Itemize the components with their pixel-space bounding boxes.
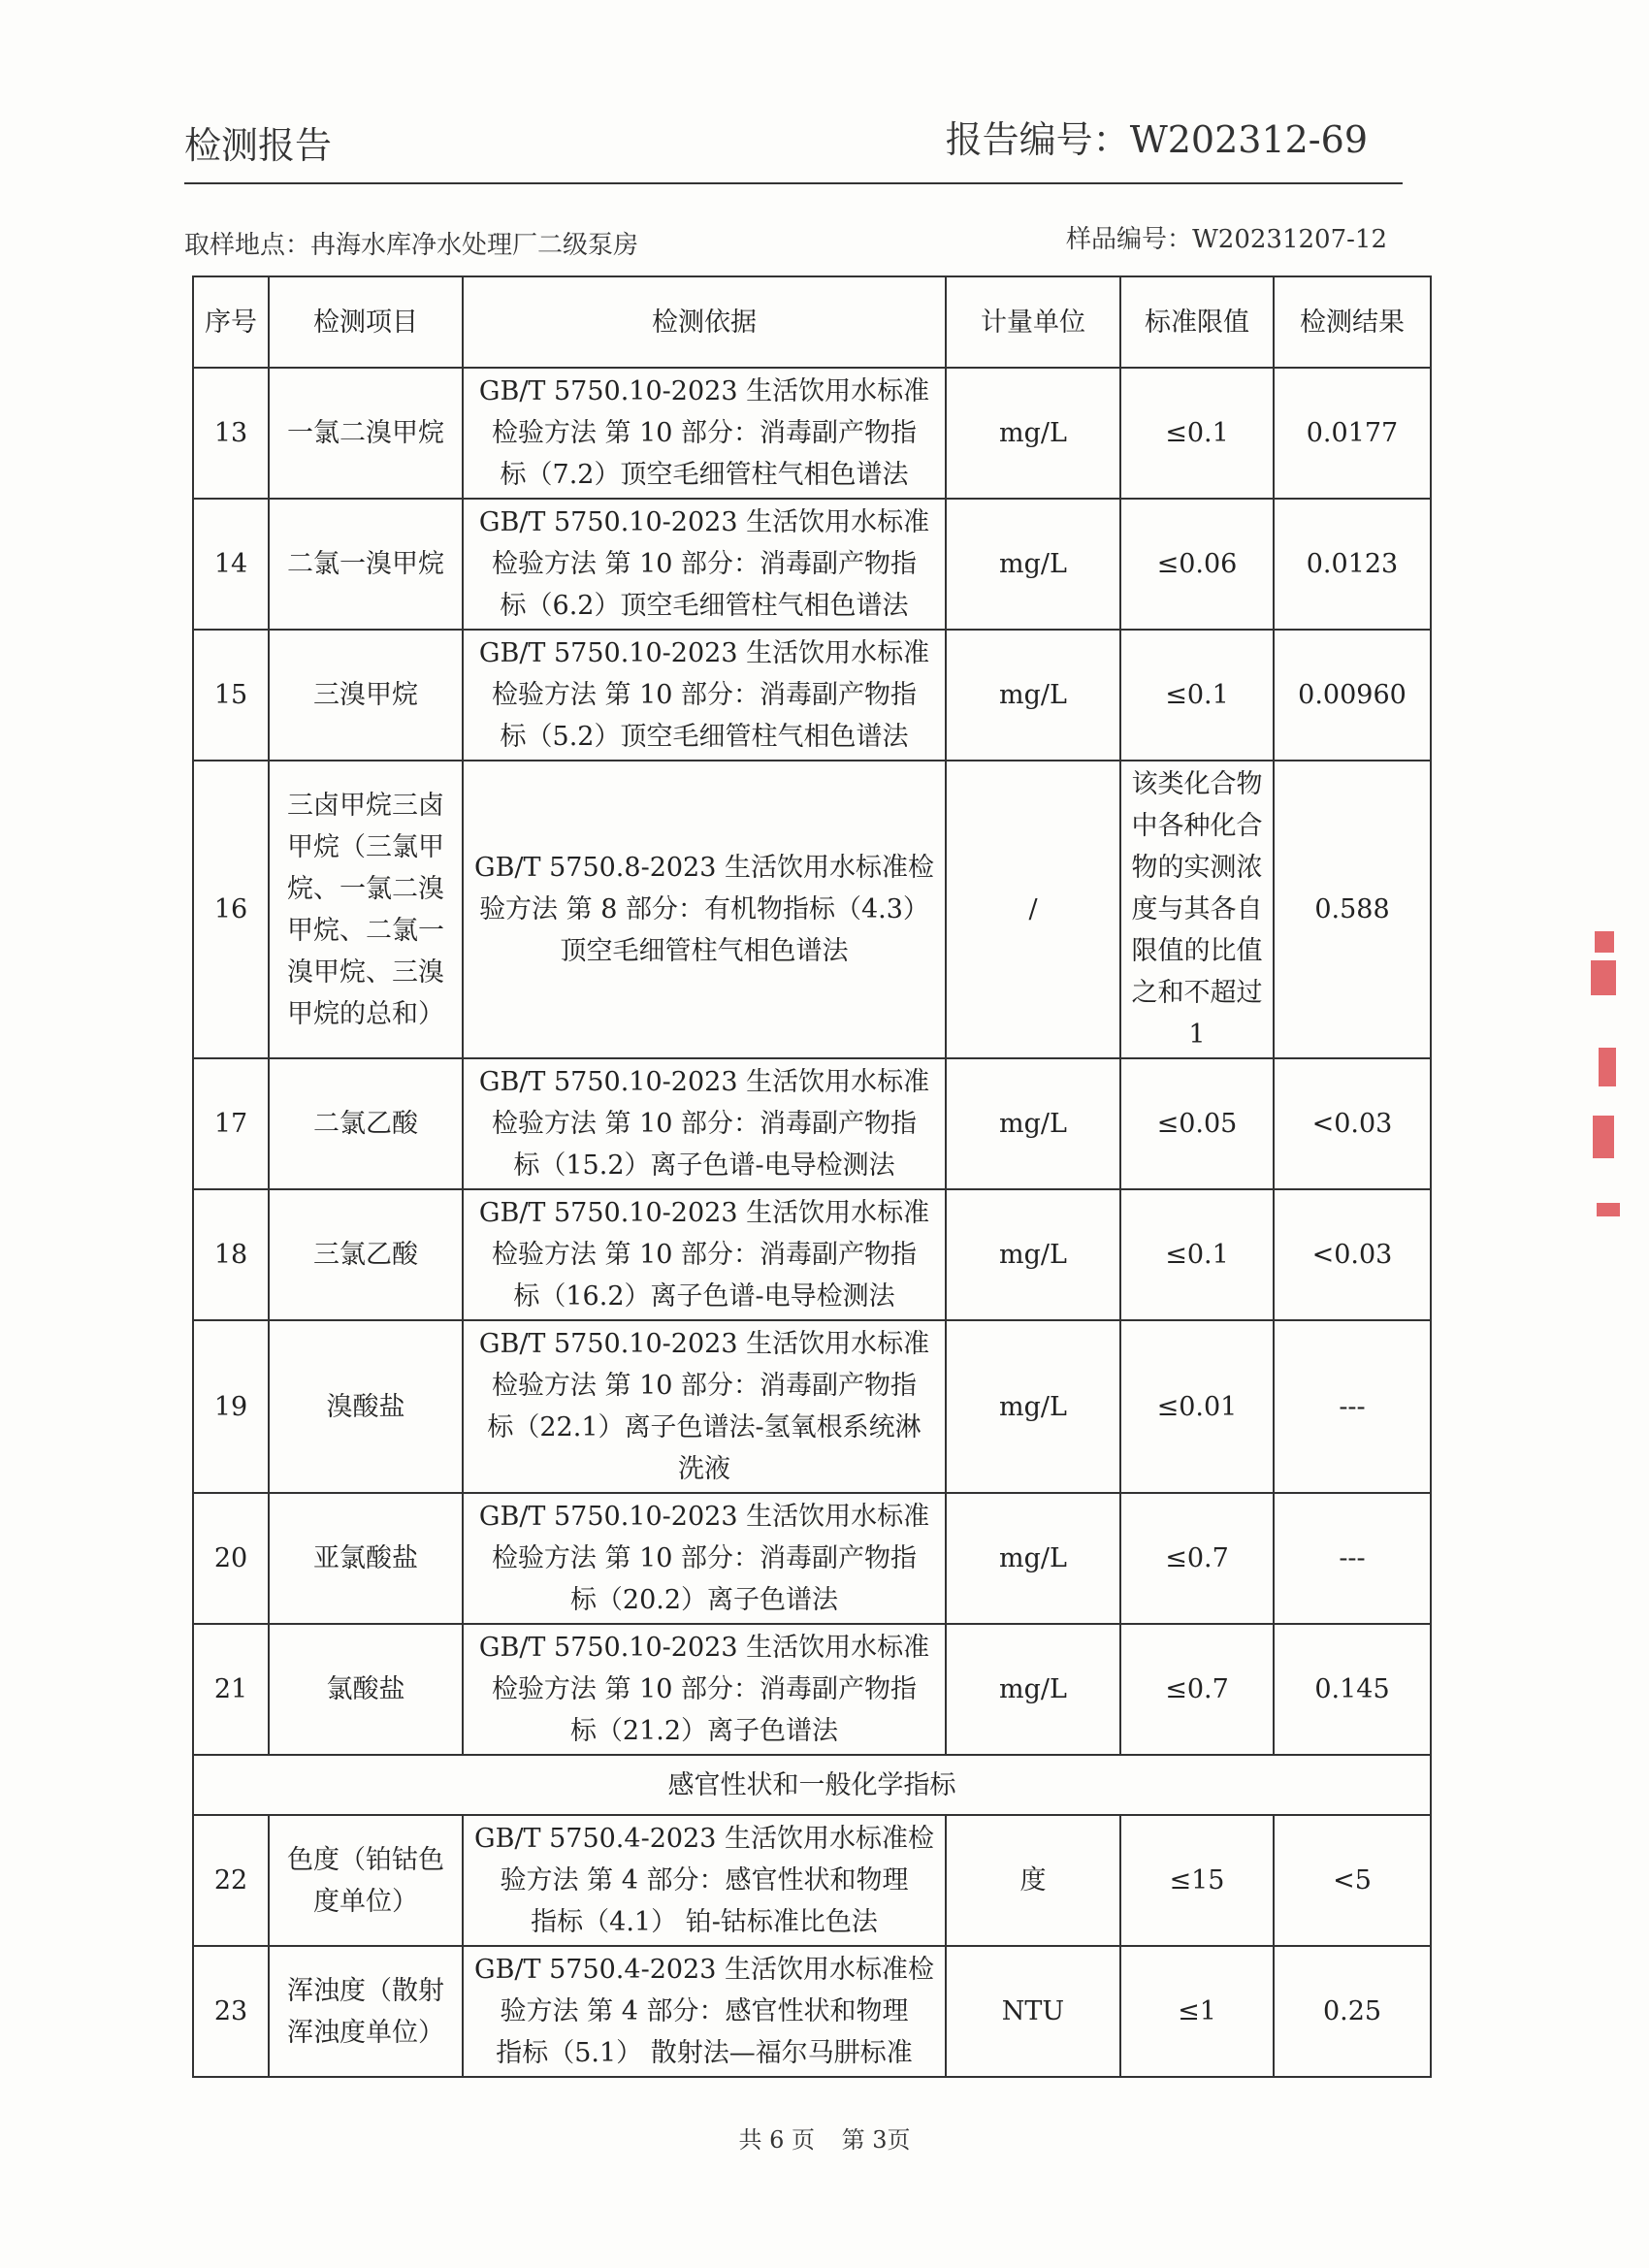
cell-limit: ≤0.01 — [1120, 1320, 1274, 1493]
cell-seq: 16 — [193, 761, 269, 1058]
total-pages: 共 6 页 — [738, 2126, 815, 2154]
current-page: 第 3页 — [841, 2126, 911, 2154]
header-item: 检测项目 — [269, 276, 463, 368]
sample-number-label: 样品编号： — [1066, 225, 1193, 254]
basis-line: 检验方法 第 10 部分：消毒副产物指 — [491, 1371, 918, 1401]
cell-result: --- — [1274, 1493, 1431, 1624]
cell-item: 三卤甲烷三卤甲烷（三氯甲烷、一氯二溴甲烷、二氯一溴甲烷、三溴甲烷的总和） — [269, 761, 463, 1058]
cell-item: 色度（铂钴色度单位） — [269, 1815, 463, 1946]
header-unit: 计量单位 — [946, 276, 1120, 368]
basis-line: GB/T 5750.10-2023 生活饮用水标准 — [478, 1502, 930, 1532]
cell-item: 二氯一溴甲烷 — [269, 499, 463, 630]
header-seq: 序号 — [193, 276, 269, 368]
results-body-sensory — [193, 1815, 1431, 2077]
basis-line: 标（16.2）离子色谱-电导检测法 — [513, 1281, 895, 1312]
table-row — [193, 1189, 1431, 1320]
cell-result: <0.03 — [1274, 1058, 1431, 1189]
cell-item: 一氯二溴甲烷 — [269, 368, 463, 499]
cell-limit: ≤0.7 — [1120, 1624, 1274, 1755]
cell-unit: mg/L — [946, 368, 1120, 499]
table-row — [193, 761, 1431, 1058]
cell-limit: ≤0.05 — [1120, 1058, 1274, 1189]
table-row — [193, 630, 1431, 761]
basis-line: GB/T 5750.4-2023 生活饮用水标准检 — [474, 1824, 934, 1854]
table-row — [193, 1624, 1431, 1755]
cell-seq: 20 — [193, 1493, 269, 1624]
basis-line: GB/T 5750.10-2023 生活饮用水标准 — [478, 1633, 930, 1663]
cell-seq: 14 — [193, 499, 269, 630]
basis-line: GB/T 5750.8-2023 生活饮用水标准检 — [474, 853, 934, 883]
cell-basis — [463, 761, 946, 1058]
cell-limit: ≤0.06 — [1120, 499, 1274, 630]
table-row — [193, 1815, 1431, 1946]
cell-result: 0.0177 — [1274, 368, 1431, 499]
basis-line: 检验方法 第 10 部分：消毒副产物指 — [491, 1109, 918, 1139]
basis-line: 指标（5.1） 散射法—福尔马肼标准 — [496, 2038, 913, 2068]
cell-item: 浑浊度（散射浑浊度单位） — [269, 1946, 463, 2077]
basis-line: GB/T 5750.10-2023 生活饮用水标准 — [478, 1329, 930, 1359]
basis-line: GB/T 5750.4-2023 生活饮用水标准检 — [474, 1955, 934, 1985]
basis-line: GB/T 5750.10-2023 生活饮用水标准 — [478, 376, 930, 406]
cell-limit: ≤1 — [1120, 1946, 1274, 2077]
header-result: 检测结果 — [1274, 276, 1431, 368]
cell-basis — [463, 1815, 946, 1946]
cell-result: 0.00960 — [1274, 630, 1431, 761]
basis-line: 标（21.2）离子色谱法 — [569, 1716, 839, 1746]
cell-seq: 19 — [193, 1320, 269, 1493]
basis-line: 顶空毛细管柱气相色谱法 — [560, 936, 849, 966]
cell-basis — [463, 1058, 946, 1189]
table-row — [193, 499, 1431, 630]
cell-unit: mg/L — [946, 1058, 1120, 1189]
basis-line: 标（5.2）顶空毛细管柱气相色谱法 — [500, 722, 909, 752]
cell-seq: 21 — [193, 1624, 269, 1755]
basis-line: 指标（4.1） 铂-钴标准比色法 — [531, 1907, 878, 1937]
sample-number — [1066, 219, 1387, 255]
sampling-location-value: 冉海水库净水处理厂二级泵房 — [310, 231, 639, 260]
cell-result: <0.03 — [1274, 1189, 1431, 1320]
cell-unit: mg/L — [946, 1320, 1120, 1493]
table-row — [193, 1493, 1431, 1624]
cell-result: --- — [1274, 1320, 1431, 1493]
cell-seq: 18 — [193, 1189, 269, 1320]
cell-limit: 该类化合物中各种化合物的实测浓度与其各自限值的比值之和不超过1 — [1120, 761, 1274, 1058]
cell-basis — [463, 1946, 946, 2077]
header-basis: 检测依据 — [463, 276, 946, 368]
cell-result: 0.588 — [1274, 761, 1431, 1058]
basis-line: 检验方法 第 10 部分：消毒副产物指 — [491, 680, 918, 710]
results-body-disinfection — [193, 368, 1431, 1755]
basis-line: 标（20.2）离子色谱法 — [569, 1585, 839, 1615]
header-limit: 标准限值 — [1120, 276, 1274, 368]
table-row — [193, 1058, 1431, 1189]
sampling-location — [184, 225, 638, 261]
basis-line: 检验方法 第 10 部分：消毒副产物指 — [491, 418, 918, 448]
table-row — [193, 368, 1431, 499]
basis-line: 验方法 第 4 部分：感官性状和物理 — [500, 1996, 909, 2026]
cell-seq: 13 — [193, 368, 269, 499]
cell-result: <5 — [1274, 1815, 1431, 1946]
cell-basis — [463, 1320, 946, 1493]
basis-line: 验方法 第 8 部分：有机物指标（4.3） — [479, 894, 929, 924]
basis-line: 标（22.1）离子色谱法-氢氧根系统淋 — [487, 1412, 922, 1442]
table-row — [193, 1946, 1431, 2077]
section-title: 感官性状和一般化学指标 — [193, 1755, 1431, 1815]
red-seal-fragment-icon — [1589, 931, 1622, 1232]
cell-result: 0.25 — [1274, 1946, 1431, 2077]
cell-limit: ≤15 — [1120, 1815, 1274, 1946]
cell-unit: mg/L — [946, 1493, 1120, 1624]
cell-basis — [463, 630, 946, 761]
basis-line: 标（15.2）离子色谱-电导检测法 — [513, 1150, 895, 1181]
cell-item: 三溴甲烷 — [269, 630, 463, 761]
cell-unit: 度 — [946, 1815, 1120, 1946]
cell-result: 0.0123 — [1274, 499, 1431, 630]
table-header-row — [193, 276, 1431, 368]
cell-unit: / — [946, 761, 1120, 1058]
cell-basis — [463, 368, 946, 499]
cell-seq: 22 — [193, 1815, 269, 1946]
cell-item: 氯酸盐 — [269, 1624, 463, 1755]
cell-limit: ≤0.1 — [1120, 368, 1274, 499]
cell-limit: ≤0.7 — [1120, 1493, 1274, 1624]
cell-basis — [463, 1624, 946, 1755]
basis-line: 检验方法 第 10 部分：消毒副产物指 — [491, 1674, 918, 1704]
cell-seq: 15 — [193, 630, 269, 761]
cell-item: 亚氯酸盐 — [269, 1493, 463, 1624]
cell-unit: mg/L — [946, 499, 1120, 630]
cell-unit: NTU — [946, 1946, 1120, 2077]
basis-line: 洗液 — [678, 1454, 730, 1484]
cell-unit: mg/L — [946, 1624, 1120, 1755]
results-body-section — [193, 1755, 1431, 1815]
basis-line: GB/T 5750.10-2023 生活饮用水标准 — [478, 1067, 930, 1097]
table-row — [193, 1320, 1431, 1493]
page-footer — [0, 2121, 1649, 2155]
cell-basis — [463, 499, 946, 630]
cell-result: 0.145 — [1274, 1624, 1431, 1755]
report-number-value: W202312-69 — [1129, 118, 1368, 161]
cell-seq: 17 — [193, 1058, 269, 1189]
cell-item: 三氯乙酸 — [269, 1189, 463, 1320]
cell-basis — [463, 1189, 946, 1320]
basis-line: 检验方法 第 10 部分：消毒副产物指 — [491, 1543, 918, 1573]
basis-line: 检验方法 第 10 部分：消毒副产物指 — [491, 1240, 918, 1270]
sample-info — [184, 215, 1387, 264]
cell-seq: 23 — [193, 1946, 269, 2077]
basis-line: 标（7.2）顶空毛细管柱气相色谱法 — [500, 460, 909, 490]
basis-line: GB/T 5750.10-2023 生活饮用水标准 — [478, 638, 930, 668]
basis-line: 验方法 第 4 部分：感官性状和物理 — [500, 1865, 909, 1895]
basis-line: GB/T 5750.10-2023 生活饮用水标准 — [478, 507, 930, 537]
sampling-location-label: 取样地点： — [184, 231, 311, 260]
cell-limit: ≤0.1 — [1120, 1189, 1274, 1320]
cell-unit: mg/L — [946, 1189, 1120, 1320]
cell-limit: ≤0.1 — [1120, 630, 1274, 761]
sample-number-value: W20231207-12 — [1192, 225, 1387, 254]
section-row — [193, 1755, 1431, 1815]
results-table — [192, 275, 1432, 2078]
report-title: 检测报告 — [184, 124, 333, 167]
cell-item: 溴酸盐 — [269, 1320, 463, 1493]
cell-basis — [463, 1493, 946, 1624]
cell-item: 二氯乙酸 — [269, 1058, 463, 1189]
report-number-label: 报告编号： — [945, 118, 1130, 161]
page-header — [184, 105, 1403, 184]
basis-line: 标（6.2）顶空毛细管柱气相色谱法 — [500, 591, 909, 621]
basis-line: 检验方法 第 10 部分：消毒副产物指 — [491, 549, 918, 579]
report-number — [946, 110, 1368, 163]
basis-line: GB/T 5750.10-2023 生活饮用水标准 — [478, 1198, 930, 1228]
cell-unit: mg/L — [946, 630, 1120, 761]
